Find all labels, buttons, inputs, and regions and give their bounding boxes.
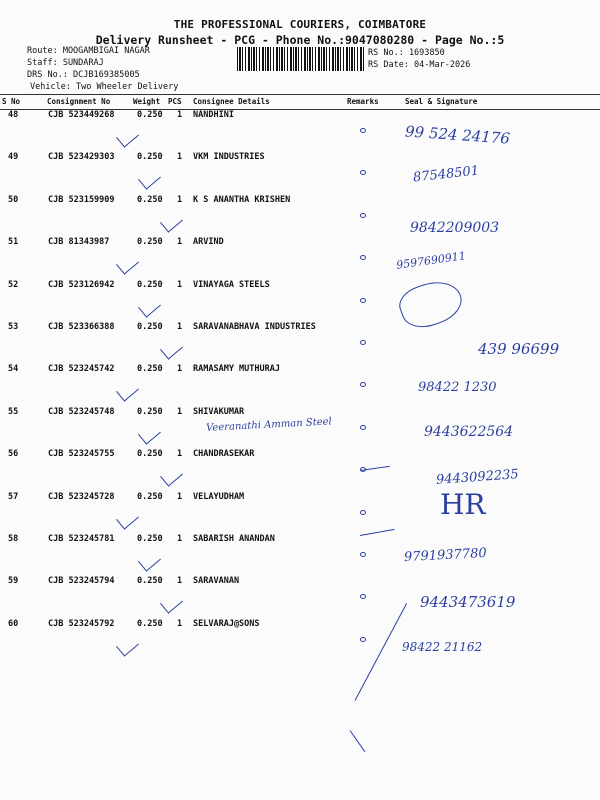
check-mark xyxy=(116,634,139,656)
cell-sno: 56 xyxy=(8,449,19,460)
cell-pcs: 1 xyxy=(177,364,183,375)
check-mark xyxy=(116,253,139,275)
check-mark xyxy=(138,422,161,444)
remark-mark xyxy=(360,340,366,345)
table-header xyxy=(0,94,600,110)
barcode xyxy=(237,47,365,71)
col-pcs: PCS xyxy=(168,97,182,106)
cell-cno: CJB 523245794 xyxy=(48,576,115,587)
cell-weight: 0.250 xyxy=(137,110,163,120)
cell-name: ARVIND xyxy=(193,237,224,248)
cell-cno: CJB 523245781 xyxy=(48,534,115,544)
remark-mark xyxy=(360,255,366,260)
col-consignee: Consignee Details xyxy=(193,97,270,106)
cell-name: SARAVANABHAVA INDUSTRIES xyxy=(193,322,316,332)
col-consignment: Consignment No xyxy=(47,97,111,106)
check-mark xyxy=(138,549,161,571)
table-row xyxy=(0,195,600,237)
cell-name: SELVARAJ@SONS xyxy=(193,618,260,629)
signature-phone-59: 9443473619 xyxy=(420,593,516,611)
cell-sno: 59 xyxy=(8,576,19,587)
cell-cno: CJB 523245748 xyxy=(48,406,115,417)
check-mark xyxy=(116,125,139,147)
cell-pcs: 1 xyxy=(177,491,183,502)
cell-sno: 55 xyxy=(8,406,19,417)
table-row xyxy=(0,237,600,279)
remark-mark xyxy=(360,510,366,515)
remark-mark xyxy=(360,170,366,175)
cell-sno: 54 xyxy=(8,364,19,375)
signature-phone-56: 9443092235 xyxy=(435,467,520,488)
table-row xyxy=(0,280,600,322)
remark-mark xyxy=(360,425,366,430)
cell-cno: CJB 523245728 xyxy=(48,491,115,502)
cell-weight: 0.250 xyxy=(137,322,163,332)
col-seal: Seal & Signature xyxy=(405,97,478,106)
cell-pcs: 1 xyxy=(177,534,183,544)
cell-weight: 0.250 xyxy=(137,406,163,417)
cell-pcs: 1 xyxy=(177,322,183,332)
vehicle: Vehicle: Two Wheeler Delivery xyxy=(30,82,179,92)
cell-pcs: 1 xyxy=(177,152,183,163)
check-mark xyxy=(160,592,183,614)
signature-phone-58: 9791937780 xyxy=(403,545,488,566)
cell-weight: 0.250 xyxy=(137,491,163,502)
signature-phone-54b: 98422 1230 xyxy=(418,380,497,395)
route: Route: MOOGAMBIGAI NAGAR xyxy=(27,46,150,56)
remark-mark xyxy=(360,298,366,303)
cell-cno: CJB 523159909 xyxy=(48,194,115,205)
cell-name: K S ANANTHA KRISHEN xyxy=(193,194,291,205)
signature-57: HR xyxy=(440,488,486,521)
cell-cno: CJB 523449268 xyxy=(48,110,115,120)
cell-pcs: 1 xyxy=(177,194,183,205)
cell-cno: CJB 523366388 xyxy=(48,322,115,332)
cell-name: SABARISH ANANDAN xyxy=(193,534,275,544)
cell-sno: 58 xyxy=(8,534,19,544)
cell-sno: 48 xyxy=(8,110,19,120)
cell-cno: CJB 81343987 xyxy=(48,237,110,248)
check-mark xyxy=(138,168,161,190)
cell-cno: CJB 523245792 xyxy=(48,618,115,629)
signature-phone-60: 98422 21162 xyxy=(402,640,483,654)
cell-name: SHIVAKUMAR xyxy=(193,406,245,417)
cell-sno: 60 xyxy=(8,618,19,629)
signature-phone-51: 9597690911 xyxy=(395,249,467,272)
handwritten-note-55: Veeranathi Amman Steel xyxy=(205,416,333,434)
cell-name: NANDHINI xyxy=(193,110,234,120)
cell-pcs: 1 xyxy=(177,576,183,587)
cell-name: VKM INDUSTRIES xyxy=(193,152,265,163)
cell-weight: 0.250 xyxy=(137,576,163,587)
check-mark xyxy=(160,465,183,487)
cell-weight: 0.250 xyxy=(137,364,163,375)
rs-number: RS No.: 1693850 xyxy=(368,48,445,58)
rs-date: RS Date: 04-Mar-2026 xyxy=(368,60,471,70)
signature-phone-50: 9842209003 xyxy=(410,220,500,236)
cell-weight: 0.250 xyxy=(137,618,163,629)
cell-name: VELAYUDHAM xyxy=(193,491,245,502)
col-weight: Weight xyxy=(133,97,161,106)
staff: Staff: SUNDARAJ xyxy=(27,58,104,68)
cell-cno: CJB 523126942 xyxy=(48,279,115,290)
cell-weight: 0.250 xyxy=(137,534,163,544)
table-row xyxy=(0,492,600,534)
cell-sno: 53 xyxy=(8,322,19,332)
remark-mark xyxy=(360,637,366,642)
cell-pcs: 1 xyxy=(177,110,183,120)
cell-weight: 0.250 xyxy=(137,194,163,205)
table-row xyxy=(0,619,600,661)
cell-name: VINAYAGA STEELS xyxy=(193,279,270,290)
cell-sno: 52 xyxy=(8,279,19,290)
cell-sno: 51 xyxy=(8,237,19,248)
runsheet-subtitle: Delivery Runsheet - PCG - Phone No.:9047080280 - Page No.:5 xyxy=(95,33,505,47)
check-mark xyxy=(116,507,139,529)
remark-mark xyxy=(360,552,366,557)
company-name: THE PROFESSIONAL COURIERS, COIMBATORE xyxy=(173,18,427,31)
cell-weight: 0.250 xyxy=(137,237,163,248)
cell-sno: 57 xyxy=(8,491,19,502)
signature-phone-48: 99 524 24176 xyxy=(404,122,511,148)
cell-cno: CJB 523429303 xyxy=(48,152,115,163)
cell-sno: 50 xyxy=(8,194,19,205)
table-row xyxy=(0,534,600,576)
remark-mark xyxy=(360,128,366,133)
cell-name: CHANDRASEKAR xyxy=(193,449,255,460)
drs-number: DRS No.: DCJB169385005 xyxy=(27,70,140,80)
check-mark xyxy=(160,337,183,359)
table-row xyxy=(0,364,600,406)
remark-mark xyxy=(360,382,366,387)
cell-pcs: 1 xyxy=(177,279,183,290)
cell-weight: 0.250 xyxy=(137,279,163,290)
cell-name: RAMASAMY MUTHURAJ xyxy=(193,364,280,375)
cell-pcs: 1 xyxy=(177,618,183,629)
check-mark xyxy=(138,295,161,317)
signature-phone-55: 9443622564 xyxy=(424,424,514,440)
cell-cno: CJB 523245755 xyxy=(48,449,115,460)
col-remarks: Remarks xyxy=(347,97,379,106)
cell-pcs: 1 xyxy=(177,237,183,248)
signature-phone-54a: 439 96699 xyxy=(478,340,560,358)
large-check-mark-base xyxy=(350,730,366,752)
signature-phone-49: 87548501 xyxy=(412,163,480,186)
remark-mark xyxy=(360,213,366,218)
cell-pcs: 1 xyxy=(177,406,183,417)
cell-cno: CJB 523245742 xyxy=(48,364,115,375)
cell-pcs: 1 xyxy=(177,449,183,460)
col-sno: S No xyxy=(2,97,21,106)
check-mark xyxy=(160,210,183,232)
cell-name: SARAVANAN xyxy=(193,576,240,587)
table-row xyxy=(0,152,600,194)
cell-sno: 49 xyxy=(8,152,19,163)
cell-weight: 0.250 xyxy=(137,152,163,163)
remark-mark xyxy=(360,594,366,599)
check-mark xyxy=(116,380,139,402)
cell-weight: 0.250 xyxy=(137,449,163,460)
